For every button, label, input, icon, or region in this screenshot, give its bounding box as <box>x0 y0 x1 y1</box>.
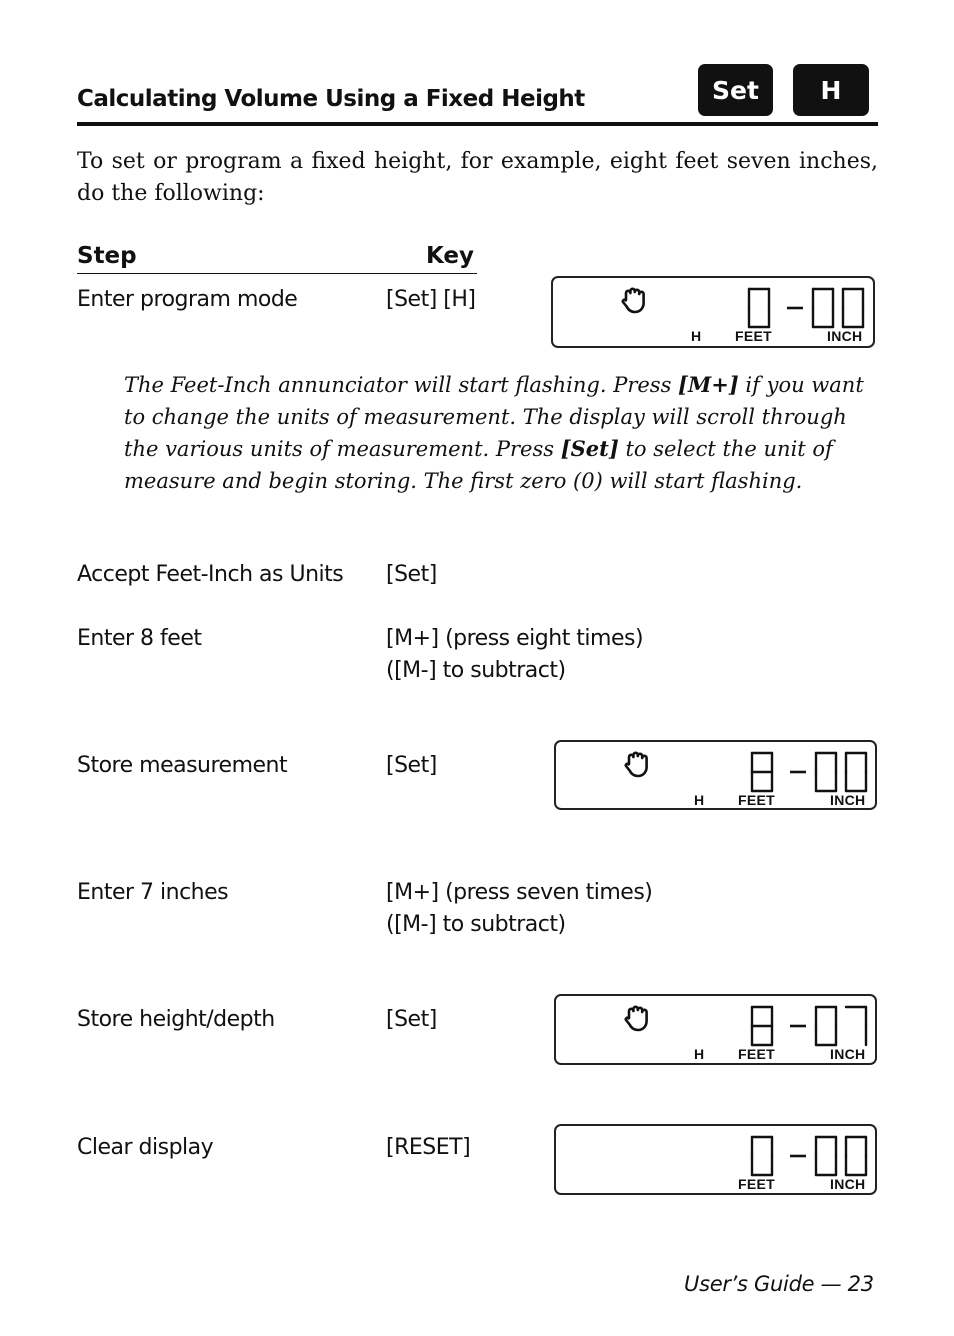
step-label: Store measurement <box>77 753 288 778</box>
step-label: Accept Feet-Inch as Units <box>77 562 344 587</box>
step-key: [Set] [H] <box>386 287 476 312</box>
step-key: [Set] <box>386 562 437 587</box>
step-key: [M+] (press seven times) <box>386 880 653 905</box>
lcd-annunciator-h: H <box>691 328 702 344</box>
step-key: [RESET] <box>386 1135 471 1160</box>
table-header-rule <box>77 273 477 274</box>
lcd-annunciator-feet: FEET <box>738 792 775 808</box>
h-key-label: H <box>820 75 842 105</box>
lcd-annunciator-inch: INCH <box>830 1046 866 1062</box>
set-key-label: Set <box>712 75 759 105</box>
header-rule <box>77 122 878 126</box>
lcd-annunciator-feet: FEET <box>738 1176 775 1192</box>
lcd-annunciator-feet: FEET <box>738 1046 775 1062</box>
h-key-icon <box>793 64 869 116</box>
step-label: Clear display <box>77 1135 214 1160</box>
step-label: Enter program mode <box>77 287 298 312</box>
lcd-display <box>554 1124 877 1195</box>
lcd-annunciator-inch: INCH <box>830 1176 866 1192</box>
page-footer: User’s Guide — 23 <box>684 1272 874 1296</box>
step-label: Enter 7 inches <box>77 880 229 905</box>
key-column-header: Key <box>426 243 475 269</box>
lcd-annunciator-inch: INCH <box>830 792 866 808</box>
instruction-note: The Feet-Inch annunciator will start flashing. Press [M+] if you want to change the units of measurement. The display will scroll through the various units of measurement. Press [Set] to select the unit of measure and begin storing. The first zero (0) will start flashing. <box>124 372 864 493</box>
page-title: Calculating Volume Using a Fixed Height <box>77 86 585 112</box>
hand-icon <box>624 1004 650 1036</box>
hand-icon <box>624 750 650 782</box>
step-column-header: Step <box>77 243 137 269</box>
lcd-annunciator-h: H <box>694 792 705 808</box>
lcd-annunciator-h: H <box>694 1046 705 1062</box>
lcd-display <box>554 994 877 1065</box>
intro-paragraph: To set or program a fixed height, for example, eight feet seven inches, do the following: <box>77 149 878 206</box>
step-key-note: ([M-] to subtract) <box>386 658 566 683</box>
step-key-note: ([M-] to subtract) <box>386 912 566 937</box>
set-key-icon <box>698 64 773 116</box>
step-key: [Set] <box>386 753 437 778</box>
lcd-annunciator-feet: FEET <box>735 328 772 344</box>
step-key: [M+] (press eight times) <box>386 626 644 651</box>
lcd-display <box>551 276 875 348</box>
lcd-display <box>554 740 877 810</box>
lcd-annunciator-inch: INCH <box>827 328 863 344</box>
step-key: [Set] <box>386 1007 437 1032</box>
step-label: Store height/depth <box>77 1007 275 1032</box>
step-label: Enter 8 feet <box>77 626 202 651</box>
hand-icon <box>621 286 647 318</box>
